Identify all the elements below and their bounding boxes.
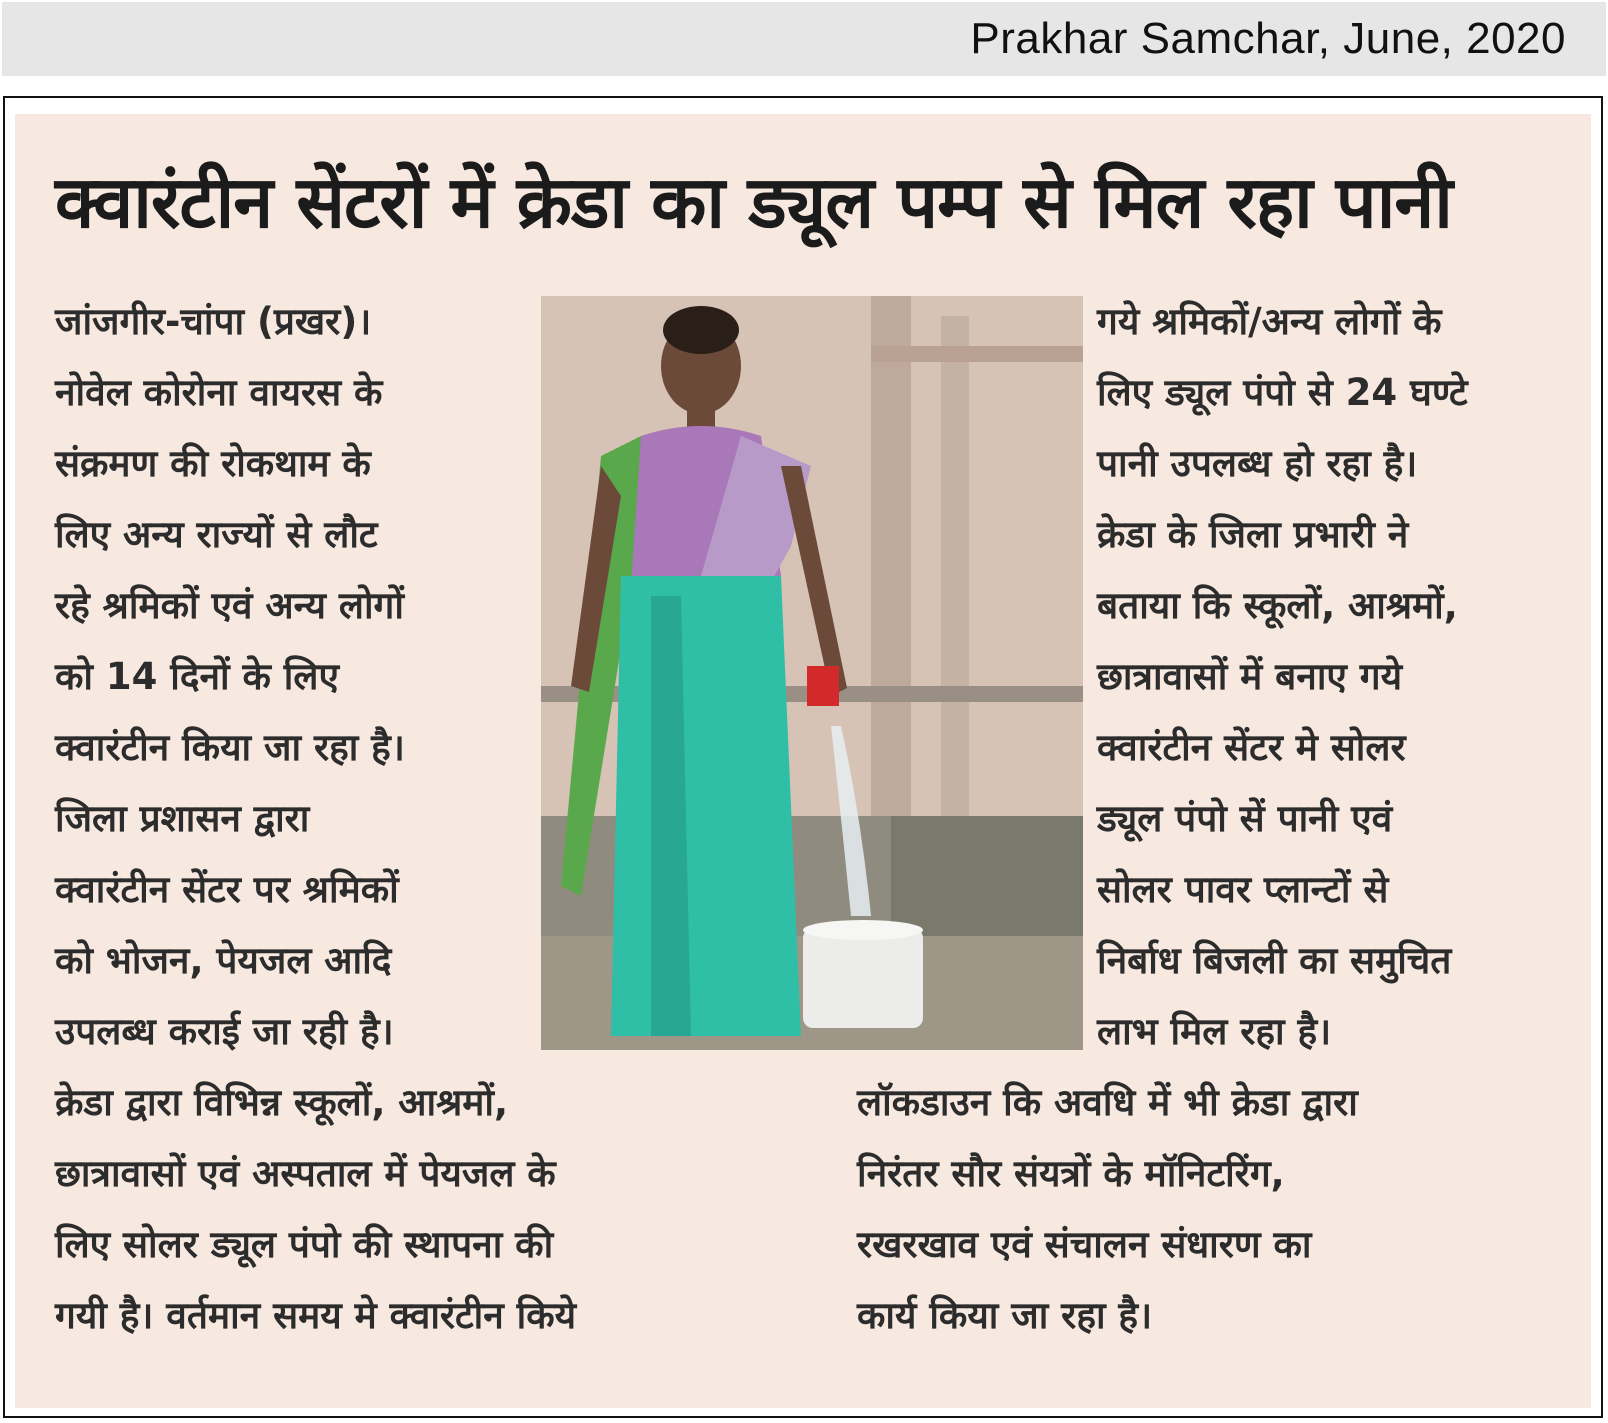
text-line: सोलर पावर प्लान्टों से bbox=[1097, 868, 1389, 911]
text-line: लॉकडाउन कि अवधि में भी क्रेडा द्वारा bbox=[857, 1081, 1358, 1124]
clipping-frame bbox=[3, 96, 1603, 1418]
text-line: गये श्रमिकों/अन्य लोगों के bbox=[1097, 300, 1442, 343]
text-line: जांजगीर-चांपा (प्रखर)। bbox=[55, 300, 372, 343]
text-line: को भोजन, पेयजल आदि bbox=[55, 939, 392, 982]
text-line: जिला प्रशासन द्वारा bbox=[55, 797, 310, 840]
column-bottom-right bbox=[857, 1067, 1557, 1351]
text-line: बताया कि स्कूलों, आश्रमों, bbox=[1097, 584, 1458, 627]
text-line: को 14 दिनों के लिए bbox=[55, 655, 339, 698]
text-line: निरंतर सौर संयत्रों के मॉनिटरिंग, bbox=[857, 1152, 1285, 1195]
text-line: लाभ मिल रहा है। bbox=[1097, 1010, 1332, 1053]
text-line: क्वारंटीन सेंटर मे सोलर bbox=[1097, 726, 1406, 769]
text-line: क्रेडा द्वारा विभिन्न स्कूलों, आश्रमों, bbox=[55, 1081, 509, 1124]
news-photo-woman-at-pump bbox=[541, 296, 1083, 1050]
text-line: क्वारंटीन किया जा रहा है। bbox=[55, 726, 405, 769]
text-line: संक्रमण की रोकथाम के bbox=[55, 442, 371, 485]
photo-illustration bbox=[541, 296, 1083, 1050]
text-line: नोवेल कोरोना वायरस के bbox=[55, 371, 383, 414]
text-line: पानी उपलब्ध हो रहा है। bbox=[1097, 442, 1418, 485]
text-line: क्वारंटीन सेंटर पर श्रमिकों bbox=[55, 868, 399, 911]
text-line: लिए अन्य राज्यों से लौट bbox=[55, 513, 378, 556]
source-bar bbox=[2, 2, 1606, 76]
column-right bbox=[1097, 286, 1597, 1067]
text-line: गयी है। वर्तमान समय मे क्वारंटीन किये bbox=[55, 1294, 577, 1337]
text-line: क्रेडा के जिला प्रभारी ने bbox=[1097, 513, 1409, 556]
text-line: कार्य किया जा रहा है। bbox=[857, 1294, 1153, 1337]
text-line: रखरखाव एवं संचालन संधारण का bbox=[857, 1223, 1312, 1266]
text-line: ड्यूल पंपो सें पानी एवं bbox=[1097, 797, 1393, 840]
text-line: लिए ड्यूल पंपो से 24 घण्टे bbox=[1097, 371, 1468, 414]
headline: क्वारंटीन सेंटरों में क्रेडा का ड्यूल पम्प से मिल रहा पानी bbox=[55, 160, 1452, 244]
text-line: छात्रावासों में बनाए गये bbox=[1097, 655, 1403, 698]
text-line: छात्रावासों एवं अस्पताल में पेयजल के bbox=[55, 1152, 556, 1195]
text-line: निर्बाध बिजली का समुचित bbox=[1097, 939, 1452, 982]
text-line: लिए सोलर ड्यूल पंपो की स्थापना की bbox=[55, 1223, 554, 1266]
source-citation: Prakhar Samchar, June, 2020 bbox=[970, 14, 1566, 63]
column-left bbox=[55, 286, 535, 1067]
text-line: उपलब्ध कराई जा रही है। bbox=[55, 1010, 394, 1053]
newspaper-clipping bbox=[15, 114, 1591, 1408]
text-line: रहे श्रमिकों एवं अन्य लोगों bbox=[55, 584, 404, 627]
column-bottom-left bbox=[55, 1067, 815, 1351]
